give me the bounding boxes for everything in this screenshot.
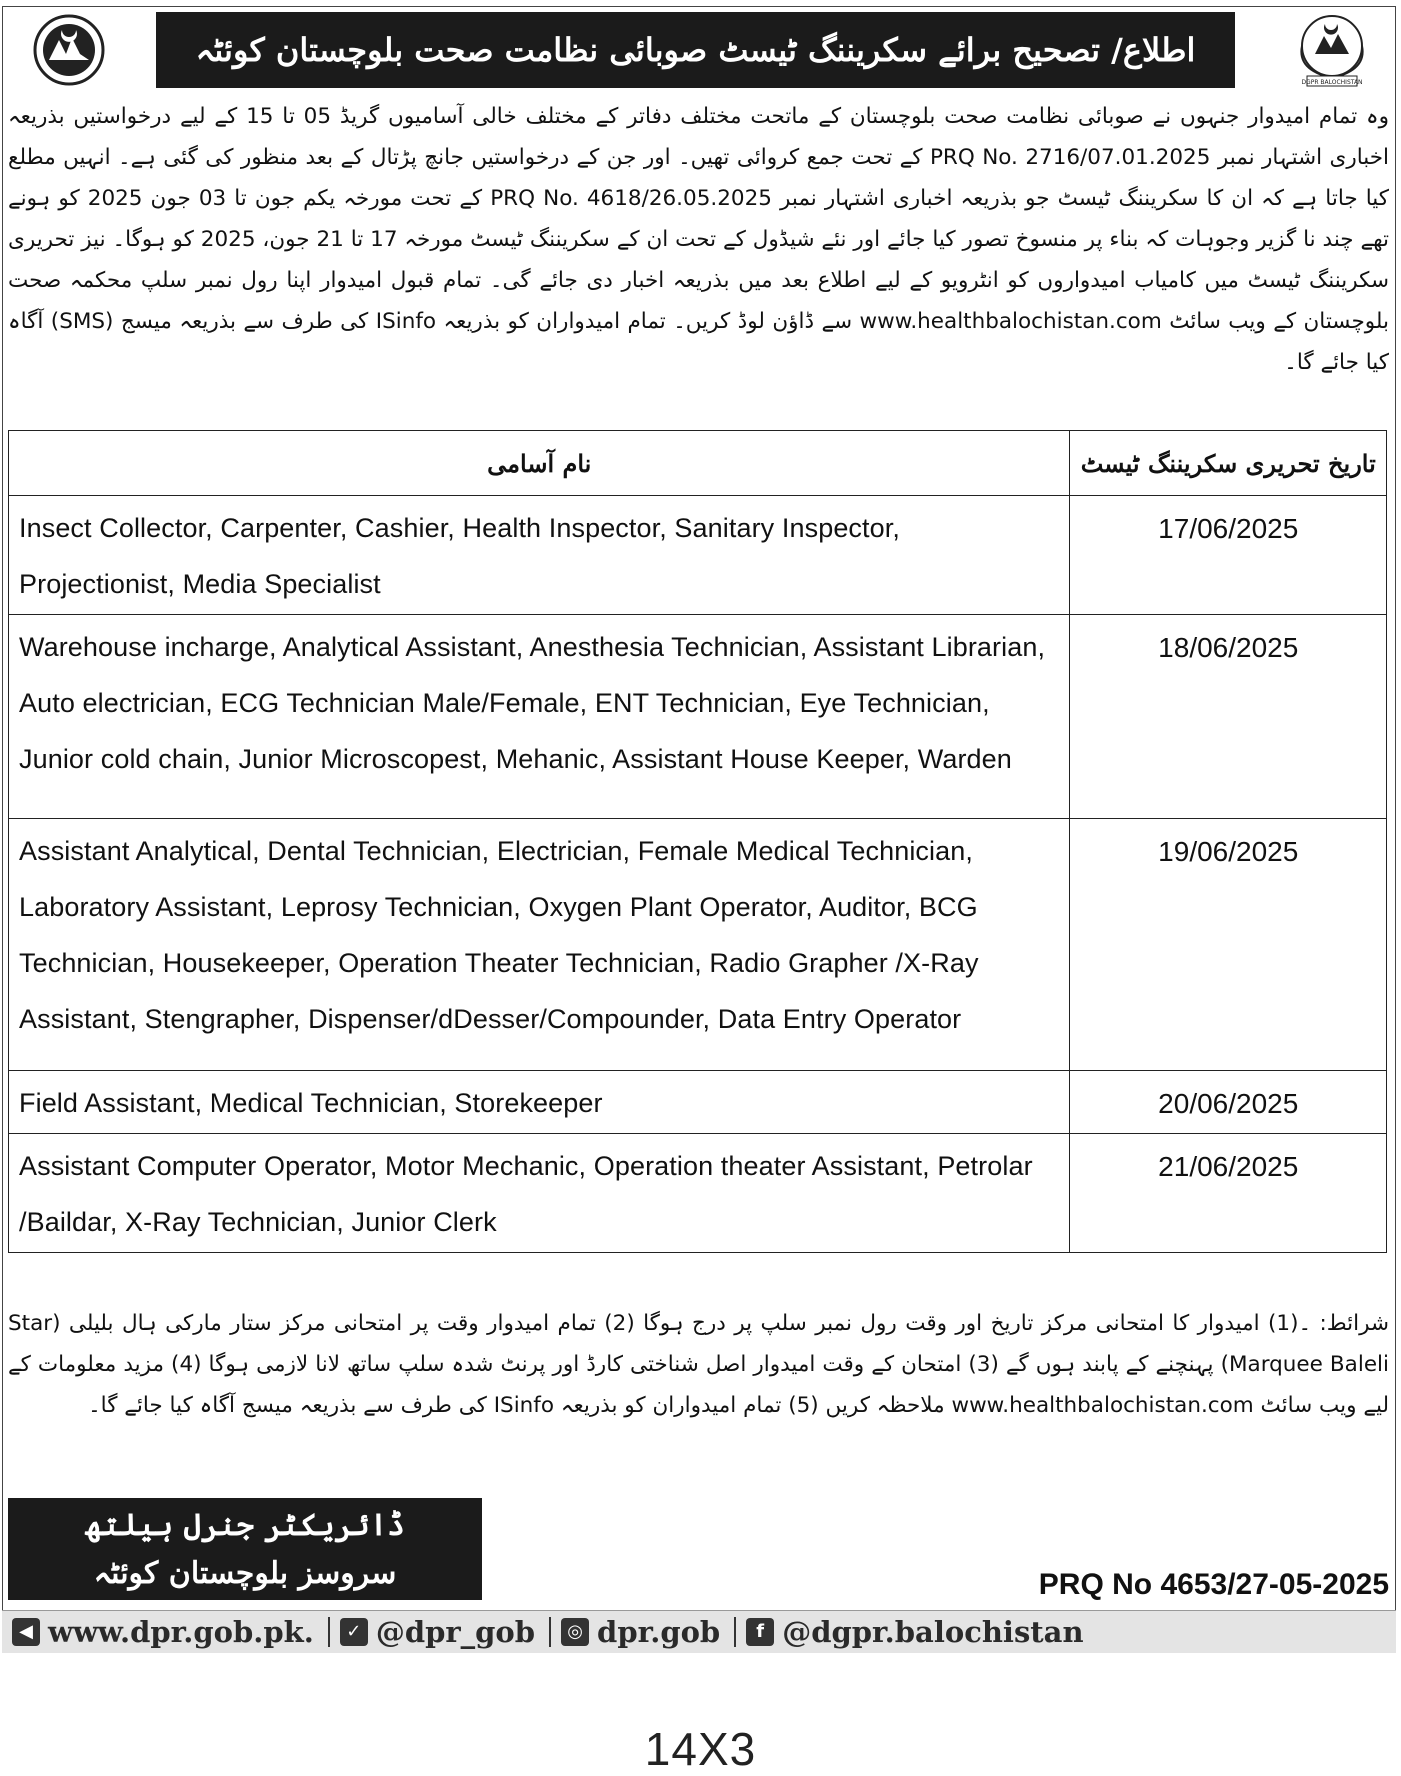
- table-row: [9, 819, 1387, 1071]
- facebook-handle: @dgpr.balochistan: [782, 1615, 1084, 1649]
- table-row: [9, 1071, 1387, 1134]
- posts-cell: Warehouse incharge, Analytical Assistant, Anesthesia Technician, Assistant Librarian, Auto electrician, ECG Technician Male/Female, ENT Technician, Eye Technician, Junior cold chain, Junior Microscopest, Mehanic, Assistant House Keeper, Warden: [9, 615, 1070, 819]
- signature-line-1: ڈائریکٹر جنرل ہیلتھ: [85, 1508, 405, 1543]
- twitter-handle: @dpr_gob: [375, 1615, 536, 1649]
- divider: [734, 1617, 736, 1647]
- date-cell: 21/06/2025: [1070, 1134, 1387, 1253]
- table-row: [9, 496, 1387, 615]
- twitter-link[interactable]: [340, 1615, 535, 1649]
- date-cell: 18/06/2025: [1070, 615, 1387, 819]
- dgpr-balochistan-logo: [1277, 10, 1387, 90]
- page-title: اطلاع/ تصحیح برائے سکریننگ ٹیسٹ صوبائی نظامت صحت بلوچستان کوئٹہ: [195, 31, 1196, 69]
- table-row: [9, 1134, 1387, 1253]
- signature-line-2: سروسز بلوچستان کوئٹہ: [93, 1556, 397, 1591]
- divider: [549, 1617, 551, 1647]
- logo-caption: DGPR BALOCHISTAN: [1301, 79, 1363, 86]
- table-row: [9, 615, 1387, 819]
- prq-reference: PRQ No 4653/27-05-2025: [1038, 1568, 1389, 1601]
- facebook-link[interactable]: [746, 1615, 1083, 1649]
- website-link[interactable]: [12, 1615, 314, 1649]
- posts-cell: Assistant Computer Operator, Motor Mechanic, Operation theater Assistant, Petrolar /Baildar, X-Ray Technician, Junior Clerk: [9, 1134, 1070, 1253]
- header-date: تاریخ تحریری سکریننگ ٹیسٹ: [1070, 431, 1387, 496]
- social-footer-bar: [2, 1610, 1396, 1653]
- instagram-link[interactable]: [561, 1615, 720, 1649]
- ad-size-label: 14X3: [644, 1723, 757, 1775]
- header-posts: نام آسامی: [9, 431, 1070, 496]
- date-cell: 20/06/2025: [1070, 1071, 1387, 1134]
- posts-cell: Field Assistant, Medical Technician, Storekeeper: [9, 1071, 1070, 1134]
- divider: [328, 1617, 330, 1647]
- posts-cell: Assistant Analytical, Dental Technician, Electrician, Female Medical Technician, Laboratory Assistant, Leprosy Technician, Oxygen Plant Operator, Auditor, BCG Technician, Housekeeper, Operation Theater Technician, Radio Grapher /X-Ray Assistant, Stengrapher, Dispenser/dDesser/Compounder, Data Entry Operator: [9, 819, 1070, 1071]
- intro-paragraph: وہ تمام امیدوار جنہوں نے صوبائی نظامت صحت بلوچستان کے ماتحت مختلف دفاتر کے مختلف خالی آسامیوں گریڈ 05 تا 15 کے لیے درخواستیں بذریعہ اخباری اشتہار نمبر PRQ No. 2716/07.01.2025 کے تحت جمع کروائی تھیں۔ اور جن کے درخواستیں جانچ پڑتال کے بعد منظور کی گئی ہے۔ انہیں مطلع کیا جاتا ہے کہ ان کا سکریننگ ٹیسٹ جو بذریعہ اخباری اشتہار نمبر PRQ No. 4618/26.05.2025 کے تحت مورخہ یکم جون تا 03 جون 2025 کو ہونے تھے چند نا گزیر وجوہات کہ بناء پر منسوخ تصور کیا جائے اور نئے شیڈول کے تحت ان کے سکریننگ ٹیسٹ مورخہ 17 تا 21 جون، 2025 کو ہوگا۔ نیز تحریری سکریننگ ٹیسٹ میں کامیاب امیدواروں کو انٹرویو کے لیے اطلاع بعد میں بذریعہ اخبار دی جائے گی۔ تمام قبول امیدوار اپنا رول نمبر سلپ محکمہ صحت بلوچستان کے ویب سائٹ www.healthbalochistan.com سے ڈاؤن لوڈ کریں۔ تمام امیدواران کو بذریعہ ISinfo کی طرف سے بذریعہ میسج (SMS) آگاہ کیا جائے گا۔: [8, 104, 1390, 375]
- posts-schedule-table: [8, 430, 1387, 1253]
- instagram-icon: ◎: [561, 1618, 589, 1646]
- twitter-icon: ✓: [340, 1618, 368, 1646]
- website-text: www.dpr.gob.pk.: [48, 1615, 314, 1649]
- globe-icon: ◀: [12, 1618, 40, 1646]
- posts-cell: Insect Collector, Carpenter, Cashier, Health Inspector, Sanitary Inspector, Projectionist, Media Specialist: [9, 496, 1070, 615]
- facebook-icon: f: [746, 1618, 774, 1646]
- date-cell: 19/06/2025: [1070, 819, 1387, 1071]
- seal-icon: [14, 10, 124, 90]
- instagram-handle: dpr.gob: [597, 1615, 721, 1649]
- conditions-paragraph: شرائط: ۔(1) امیدوار کا امتحانی مرکز تاریخ اور وقت رول نمبر سلپ پر درج ہوگا (2) تمام امیدوار وقت پر امتحانی مرکز ستار مارکی ہال بلیلی (Star Marquee Baleli) پہنچنے کے پابند ہوں گے (3) امتحان کے وقت امیدوار اصل شناختی کارڈ اور پرنٹ شدہ سلپ ساتھ لانا لازمی ہوگا (4) مزید معلومات کے لیے ویب سائٹ www.healthbalochistan.com ملاحظہ کریں (5) تمام امیدواران کو بذریعہ ISinfo کی طرف سے بذریعہ میسج آگاہ کیا جائے گا۔: [8, 1311, 1390, 1418]
- table-header-row: [9, 431, 1387, 496]
- signature-block: [8, 1498, 482, 1600]
- date-cell: 17/06/2025: [1070, 496, 1387, 615]
- notice-title-banner: [156, 12, 1235, 88]
